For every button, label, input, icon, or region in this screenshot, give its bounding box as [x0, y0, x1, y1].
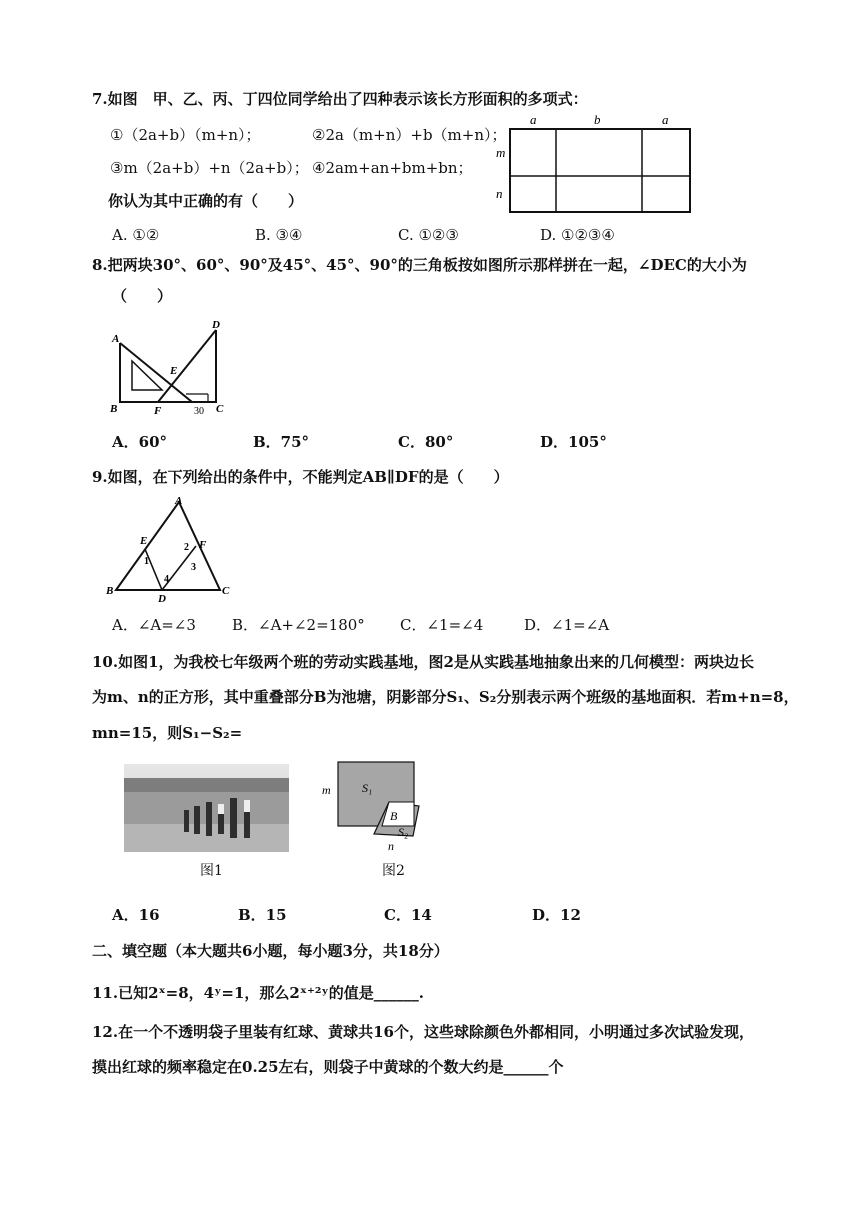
q7-choice-d: D. ①②③④: [540, 226, 615, 244]
q12-line1: 12.在一个不透明袋子里装有红球、黄球共16个，这些球除颜色外都相同，小明通过多次试验发现，: [92, 1023, 754, 1041]
q7-label-a2: a: [662, 112, 669, 127]
q10-caption-1: 图1: [200, 863, 223, 879]
q9-label-4: 4: [164, 574, 169, 585]
q9-label-1: 1: [144, 556, 149, 567]
q8-label-D: D: [212, 319, 220, 331]
q9-choice-b: B．∠A+∠2=180°: [232, 616, 365, 634]
q9-label-F: F: [199, 539, 207, 551]
q7-option-4: ④2am+an+bm+bn；: [312, 159, 473, 177]
q7-rectangle-figure: [490, 112, 700, 218]
q10-choice-a: A．16: [112, 906, 160, 924]
q8-choice-b: B．75°: [253, 433, 310, 451]
q7-option-1: ①（2a+b）（m+n）；: [110, 126, 261, 144]
q9-label-E: E: [140, 535, 148, 547]
q10-geometry-figure: [316, 756, 446, 856]
q9-stem: 9.如图，在下列给出的条件中，不能判定AB∥DF的是（ ）: [92, 468, 509, 486]
q7-label-a1: a: [530, 112, 537, 127]
q10-label-S1: S₁: [362, 781, 373, 795]
q9-label-B: B: [106, 585, 114, 597]
q7-option-2: ②2a（m+n）+b（m+n）；: [312, 126, 507, 144]
q10-caption-2: 图2: [382, 863, 405, 879]
q8-label-E: E: [170, 365, 178, 377]
q10-line2: 为m、n的正方形，其中重叠部分B为池塘，阴影部分S₁、S₂分别表示两个班级的基地面积．若m+n=8，: [92, 688, 799, 706]
q8-label-30: 30: [194, 406, 204, 417]
q7-choice-a: A. ①②: [112, 226, 160, 244]
q8-stem: 8.把两块30°、60°、90°及45°、45°、90°的三角板按如图所示那样拼在一起，∠DEC的大小为: [92, 256, 747, 274]
q10-label-B: B: [390, 809, 398, 823]
q10-line1: 10.如图1，为我校七年级两个班的劳动实践基地，图2是从实践基地抽象出来的几何模型：两块边长: [92, 653, 754, 671]
q8-triangle-figure: [104, 316, 238, 418]
q7-label-b: b: [594, 112, 601, 127]
q7-label-n: n: [496, 186, 503, 201]
q9-choice-d: D．∠1=∠A: [524, 616, 610, 634]
q9-choice-a: A．∠A=∠3: [112, 616, 196, 634]
q8-choice-d: D．105°: [540, 433, 607, 451]
q7-choice-c: C. ①②③: [398, 226, 459, 244]
q8-choice-a: A．60°: [112, 433, 168, 451]
section-2-title: 二、填空题（本大题共6小题，每小题3分，共18分）: [92, 942, 449, 960]
q9-choice-c: C．∠1=∠4: [400, 616, 484, 634]
q11-text: 11.已知2ˣ=8，4ʸ=1，那么2ˣ⁺²ʸ的值是______.: [92, 984, 424, 1002]
q10-choice-c: C．14: [384, 906, 432, 924]
q12-line2: 摸出红球的频率稳定在0.25左右，则袋子中黄球的个数大约是______个: [92, 1058, 564, 1076]
q8-paren: （ ）: [112, 287, 173, 305]
q10-label-S2: S₂: [398, 825, 409, 839]
q10-label-n: n: [388, 839, 394, 853]
q10-choice-d: D．12: [532, 906, 581, 924]
q8-label-B: B: [110, 403, 118, 415]
q9-label-D: D: [158, 593, 166, 605]
q10-choice-b: B．15: [238, 906, 287, 924]
q9-label-3: 3: [191, 562, 196, 573]
q7-label-m: m: [496, 145, 506, 160]
q9-label-C: C: [222, 585, 230, 597]
q9-triangle-figure: [102, 494, 236, 606]
q10-line3: mn=15，则S₁−S₂=: [92, 724, 243, 742]
q8-label-F: F: [154, 405, 162, 417]
q8-choice-c: C．80°: [398, 433, 454, 451]
q10-label-m: m: [322, 783, 331, 797]
q7-option-3: ③m（2a+b）+n（2a+b）；: [110, 159, 309, 177]
q9-label-2: 2: [184, 542, 189, 553]
q7-stem: 7.如图 甲、乙、丙、丁四位同学给出了四种表示该长方形面积的多项式：: [92, 90, 588, 108]
q10-photo: [124, 764, 289, 852]
q8-label-A: A: [112, 333, 120, 345]
q7-choice-b: B. ③④: [255, 226, 303, 244]
q7-question: 你认为其中正确的有（ ）: [108, 192, 304, 210]
q8-label-C: C: [216, 403, 224, 415]
q9-label-A: A: [175, 495, 183, 507]
